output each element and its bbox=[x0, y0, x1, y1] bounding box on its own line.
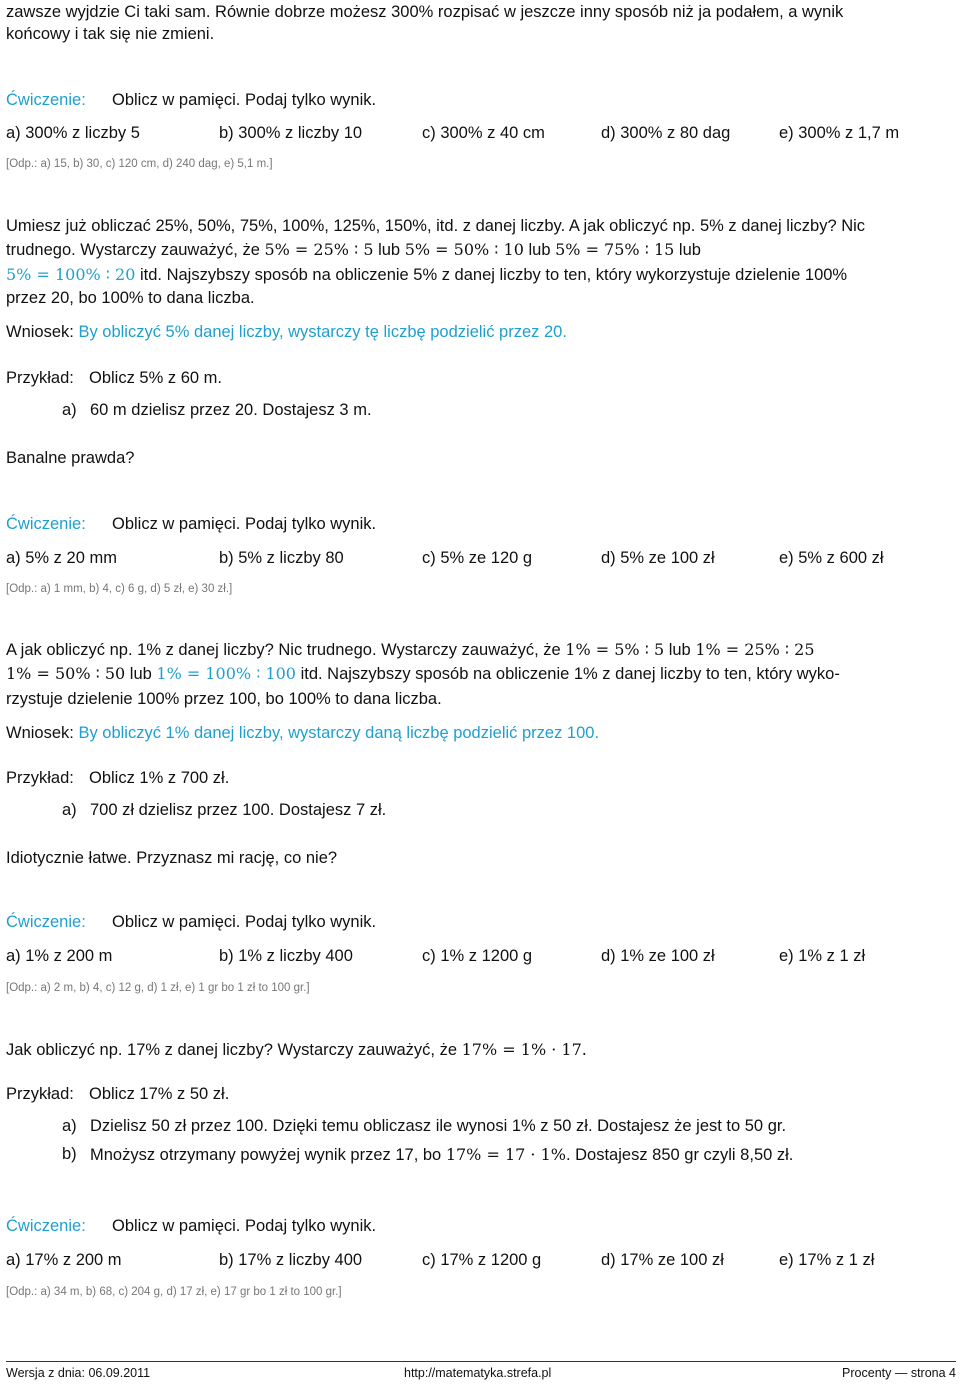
exercise-item: b) 17% z liczby 400 bbox=[219, 1251, 363, 1269]
exercise-item: e) 17% z 1 zł bbox=[779, 1251, 875, 1269]
section-5-step-a: a) 60 m dzielisz przez 20. Dostajesz 3 m. bbox=[62, 401, 372, 419]
exercise-item: e) 5% z 600 zł bbox=[779, 549, 884, 567]
section-5-line-3: 5% = 100% ∶ 20 itd. Najszybszy sposób na obliczenie 5% z danej liczby to ten, który wykorzystuje dzielenie 100% bbox=[6, 265, 848, 284]
exercise-4-answers: [Odp.: a) 34 m, b) 68, c) 204 g, d) 17 zł, e) 17 gr bo 1 zł to 100 gr.] bbox=[6, 1286, 342, 1298]
exercise-item: c) 300% z 40 cm bbox=[422, 124, 545, 142]
exercise-2-items bbox=[6, 546, 956, 570]
exercise-item: c) 5% ze 120 g bbox=[422, 549, 533, 567]
exercise-item: b) 1% z liczby 400 bbox=[219, 947, 353, 965]
section-17-step-a: a) Dzielisz 50 zł przez 100. Dzięki temu obliczasz ile wynosi 1% z 50 zł. Dostajesz że jest to 50 gr. bbox=[62, 1117, 787, 1135]
exercise-4-header: Ćwiczenie: Oblicz w pamięci. Podaj tylko wynik. bbox=[6, 1217, 377, 1235]
exercise-item: e) 1% z 1 zł bbox=[779, 947, 866, 965]
formula: 17% = 17 · 1% bbox=[445, 1145, 566, 1164]
exercise-item: a) 17% z 200 m bbox=[6, 1251, 122, 1269]
exercise-4-items bbox=[6, 1248, 956, 1272]
formula: 5% = 25% ∶ 5 bbox=[264, 240, 374, 259]
section-5-line-2: trudnego. Wystarczy zauważyć, że 5% = 25% ∶ 5 lub 5% = 50% ∶ 10 lub 5% = 75% ∶ 15 lub bbox=[6, 240, 701, 259]
exercise-item: c) 1% z 1200 g bbox=[422, 947, 533, 965]
formula: 1% = 100% ∶ 100 bbox=[156, 664, 296, 683]
section-17-line-1: Jak obliczyć np. 17% z danej liczby? Wystarczy zauważyć, że 17% = 1% · 17. bbox=[6, 1040, 587, 1059]
section-1-line-1: A jak obliczyć np. 1% z danej liczby? Nic trudnego. Wystarczy zauważyć, że 1% = 5% ∶ 5 lub 1% = 25% ∶ 25 bbox=[6, 640, 815, 659]
section-17-step-b: b) Mnożysz otrzymany powyżej wynik przez 17, bo 17% = 17 · 1%. Dostajesz 850 gr czyli 8,50 zł. bbox=[62, 1145, 794, 1164]
section-1-example: Przykład: Oblicz 1% z 700 zł. bbox=[6, 769, 230, 787]
footer-page-number: Procenty — strona 4 bbox=[842, 1366, 956, 1380]
exercise-3-header: Ćwiczenie: Oblicz w pamięci. Podaj tylko wynik. bbox=[6, 913, 377, 931]
exercise-2-header: Ćwiczenie: Oblicz w pamięci. Podaj tylko wynik. bbox=[6, 515, 377, 533]
exercise-2-answers: [Odp.: a) 1 mm, b) 4, c) 6 g, d) 5 zł, e) 30 zł.] bbox=[6, 583, 233, 595]
formula: 17% = 1% · 17. bbox=[461, 1040, 587, 1059]
exercise-item: a) 300% z liczby 5 bbox=[6, 124, 140, 142]
formula: 1% = 5% ∶ 5 bbox=[565, 640, 665, 659]
page-footer bbox=[6, 1361, 956, 1388]
exercise-item: d) 5% ze 100 zł bbox=[601, 549, 715, 567]
exercise-item: b) 5% z liczby 80 bbox=[219, 549, 344, 567]
intro-line-2: końcowy i tak się nie zmieni. bbox=[6, 25, 215, 43]
exercise-item: d) 1% ze 100 zł bbox=[601, 947, 715, 965]
exercise-1-answers: [Odp.: a) 15, b) 30, c) 120 cm, d) 240 dag, e) 5,1 m.] bbox=[6, 158, 273, 170]
section-1-line-3: rzystuje dzielenie 100% przez 100, bo 100% to dana liczba. bbox=[6, 690, 442, 708]
formula: 5% = 75% ∶ 15 bbox=[555, 240, 675, 259]
formula: 1% = 25% ∶ 25 bbox=[695, 640, 815, 659]
exercise-item: a) 1% z 200 m bbox=[6, 947, 113, 965]
section-5-conclusion: Wniosek: By obliczyć 5% danej liczby, wystarczy tę liczbę podzielić przez 20. bbox=[6, 323, 567, 341]
section-1-step-a: a) 700 zł dzielisz przez 100. Dostajesz 7 zł. bbox=[62, 801, 387, 819]
exercise-item: c) 17% z 1200 g bbox=[422, 1251, 542, 1269]
exercise-item: e) 300% z 1,7 m bbox=[779, 124, 900, 142]
section-1-conclusion: Wniosek: By obliczyć 1% danej liczby, wystarczy daną liczbę podzielić przez 100. bbox=[6, 724, 600, 742]
formula: 5% = 100% ∶ 20 bbox=[6, 265, 136, 284]
exercise-item: d) 300% z 80 dag bbox=[601, 124, 731, 142]
exercise-1-header bbox=[6, 88, 956, 112]
section-1-remark: Idiotycznie łatwe. Przyznasz mi rację, co nie? bbox=[6, 849, 338, 867]
section-17-example: Przykład: Oblicz 17% z 50 zł. bbox=[6, 1085, 230, 1103]
exercise-label: Ćwiczenie: bbox=[6, 91, 86, 109]
section-5-example: Przykład: Oblicz 5% z 60 m. bbox=[6, 369, 222, 387]
section-5-remark: Banalne prawda? bbox=[6, 449, 135, 467]
footer-version: Wersja z dnia: 06.09.2011 bbox=[6, 1366, 151, 1380]
section-5-line-1: Umiesz już obliczać 25%, 50%, 75%, 100%, 125%, 150%, itd. z danej liczby. A jak obliczyć np. 5% z danej liczby? Nic bbox=[6, 217, 866, 235]
section-5-line-4: przez 20, bo 100% to dana liczba. bbox=[6, 289, 255, 307]
footer-url[interactable]: http://matematyka.strefa.pl bbox=[404, 1366, 552, 1380]
exercise-3-answers: [Odp.: a) 2 m, b) 4, c) 12 g, d) 1 zł, e) 1 gr bo 1 zł to 100 gr.] bbox=[6, 982, 310, 994]
exercise-item: a) 5% z 20 mm bbox=[6, 549, 117, 567]
intro-line-1: zawsze wyjdzie Ci taki sam. Równie dobrze możesz 300% rozpisać w jeszcze inny sposób niż ja podałem, a wynik bbox=[6, 3, 844, 21]
exercise-1-items bbox=[6, 121, 956, 145]
exercise-item: b) 300% z liczby 10 bbox=[219, 124, 363, 142]
section-1-line-2: 1% = 50% ∶ 50 lub 1% = 100% ∶ 100 itd. Najszybszy sposób na obliczenie 1% z danej liczby to ten, który wyko- bbox=[6, 664, 840, 683]
exercise-3-items bbox=[6, 944, 956, 968]
exercise-item: d) 17% ze 100 zł bbox=[601, 1251, 724, 1269]
formula: 5% = 50% ∶ 10 bbox=[404, 240, 524, 259]
formula: 1% = 50% ∶ 50 bbox=[6, 664, 126, 683]
exercise-instruction: Oblicz w pamięci. Podaj tylko wynik. bbox=[112, 91, 377, 109]
